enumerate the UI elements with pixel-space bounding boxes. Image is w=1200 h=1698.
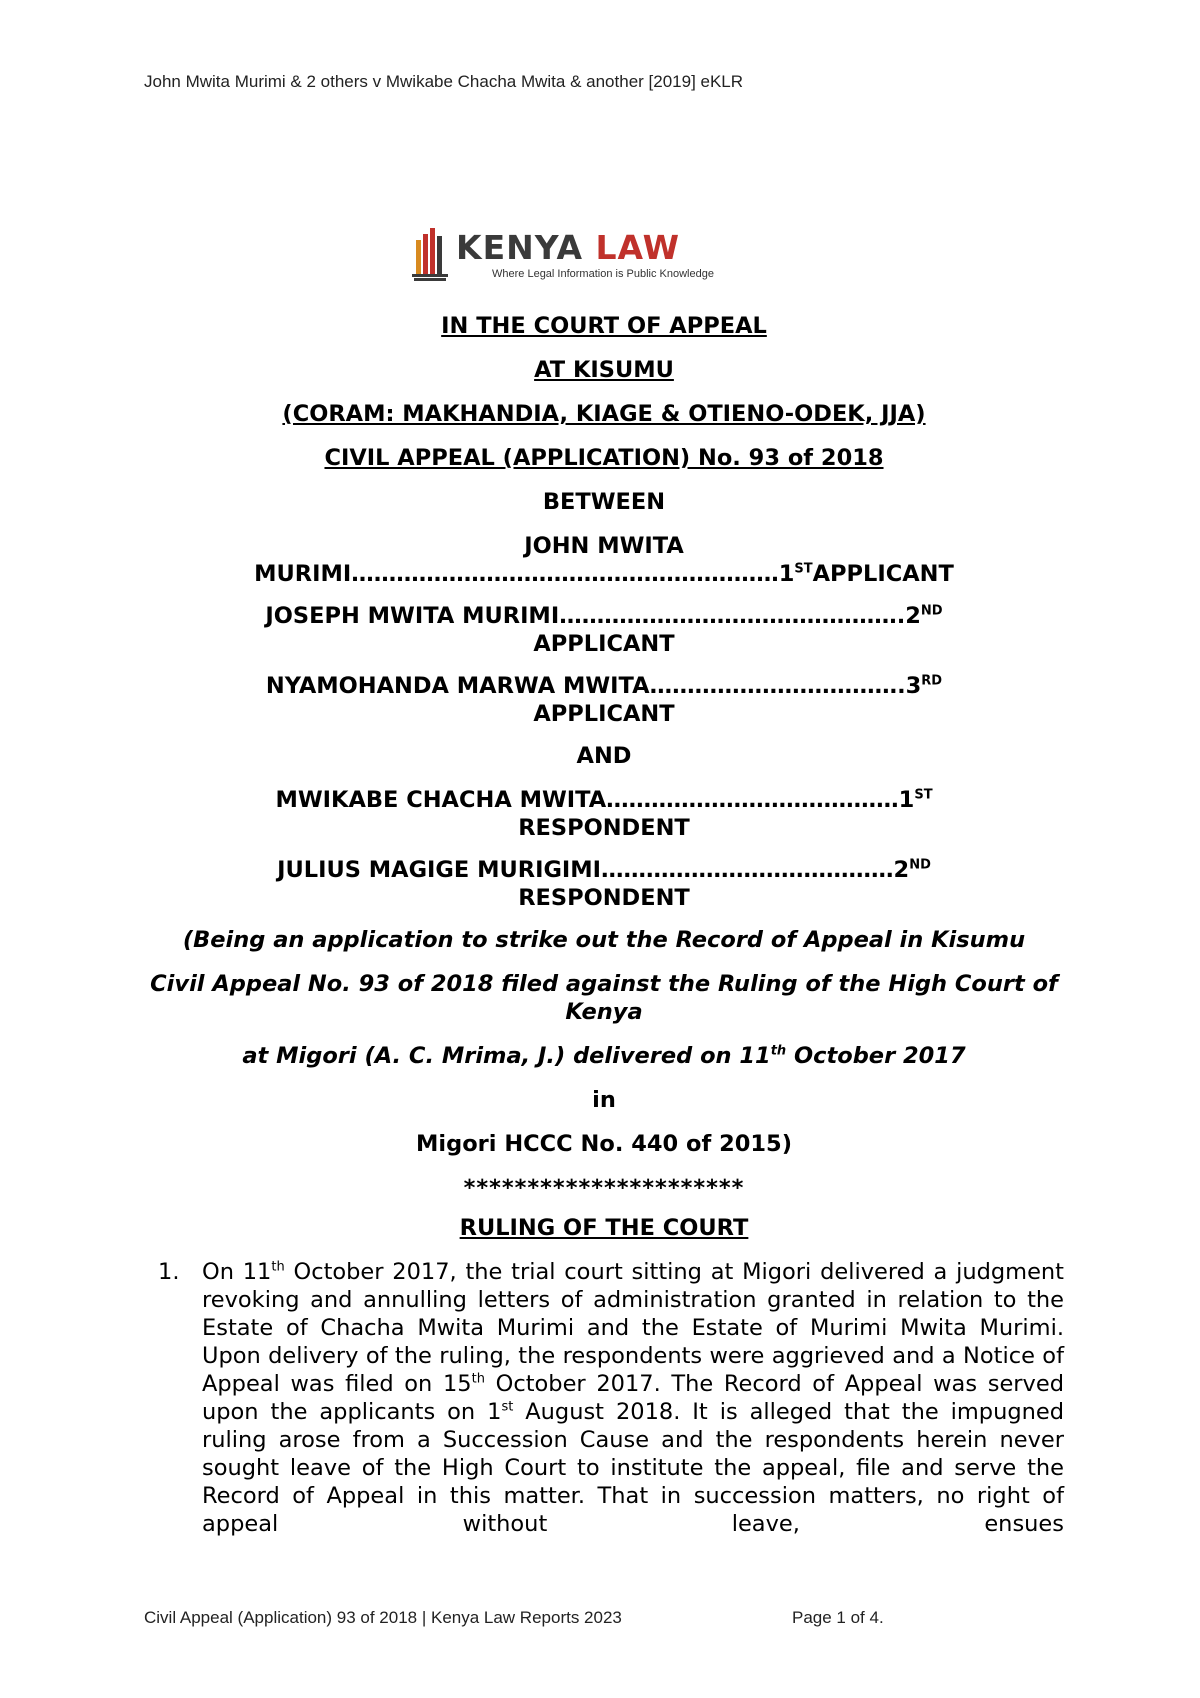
ruling-heading: RULING OF THE COURT	[459, 1215, 749, 1241]
kenya-law-logo	[412, 222, 732, 288]
and-label: AND	[576, 743, 632, 769]
running-header: John Mwita Murimi & 2 others v Mwikabe Chacha Mwita & another [2019] eKLR	[144, 72, 744, 91]
party-second-respondent: JULIUS MAGIGE MURIGIMI…………………………………2ND RESPONDENT	[277, 857, 931, 911]
between-label: BETWEEN	[542, 489, 666, 515]
page-number: Page 1 of 4.	[792, 1608, 884, 1627]
party-second-applicant: JOSEPH MWITA MURIMI……………………………………….2ND APPLICANT	[265, 603, 943, 657]
paragraph-number: 1.	[158, 1259, 180, 1285]
application-description-5: Migori HCCC No. 440 of 2015)	[416, 1131, 792, 1157]
coram-line: (CORAM: MAKHANDIA, KIAGE & OTIENO-ODEK, JJA)	[282, 401, 926, 427]
document-body	[144, 312, 1064, 1538]
paragraph-1	[144, 1258, 1064, 1538]
footer-citation: Civil Appeal (Application) 93 of 2018 | Kenya Law Reports 2023	[144, 1608, 622, 1627]
application-description-1: (Being an application to strike out the Record of Appeal in Kisumu	[182, 927, 1026, 953]
separator-stars: **********************	[463, 1175, 745, 1201]
pillars-logo-icon	[412, 226, 454, 282]
page-footer	[144, 1608, 884, 1628]
logo-tagline: Where Legal Information is Public Knowledge	[492, 268, 714, 280]
logo-wordmark: KENYA LAW	[456, 228, 681, 267]
case-number: CIVIL APPEAL (APPLICATION) No. 93 of 2018	[324, 445, 884, 471]
application-description-4: in	[592, 1087, 616, 1113]
paragraph-text: On 11th October 2017, the trial court sitting at Migori delivered a judgment revoking and annulling letters of administration granted in relation to the Estate of Chacha Mwita Murimi and the Estate of Murimi Mwita Murimi. Upon delivery of the ruling, the respondents were aggrieved and a Notice of Appeal was filed on 15th October 2017. The Record of Appeal was served upon the applicants on 1st August 2018. It is alleged that the impugned ruling arose from a Succession Cause and the respondents herein never sought leave of the High Court to institute the appeal, file and serve the Record of Appeal in this matter. That in succession matters, no right of appeal without leave, ensues	[202, 1259, 1064, 1537]
court-title: IN THE COURT OF APPEAL	[441, 313, 767, 339]
court-location: AT KISUMU	[534, 357, 674, 383]
application-description-2: Civil Appeal No. 93 of 2018 filed against the Ruling of the High Court of Kenya	[150, 971, 1058, 1025]
party-first-respondent: MWIKABE CHACHA MWITA…………………………………1ST RESPONDENT	[275, 787, 933, 841]
party-first-applicant: JOHN MWITA MURIMI…………………………………………………1STAPPLICANT	[254, 533, 954, 587]
party-third-applicant: NYAMOHANDA MARWA MWITA…………………………….3RD APPLICANT	[265, 673, 943, 727]
application-description-3: at Migori (A. C. Mrima, J.) delivered on 11th October 2017	[242, 1043, 966, 1069]
